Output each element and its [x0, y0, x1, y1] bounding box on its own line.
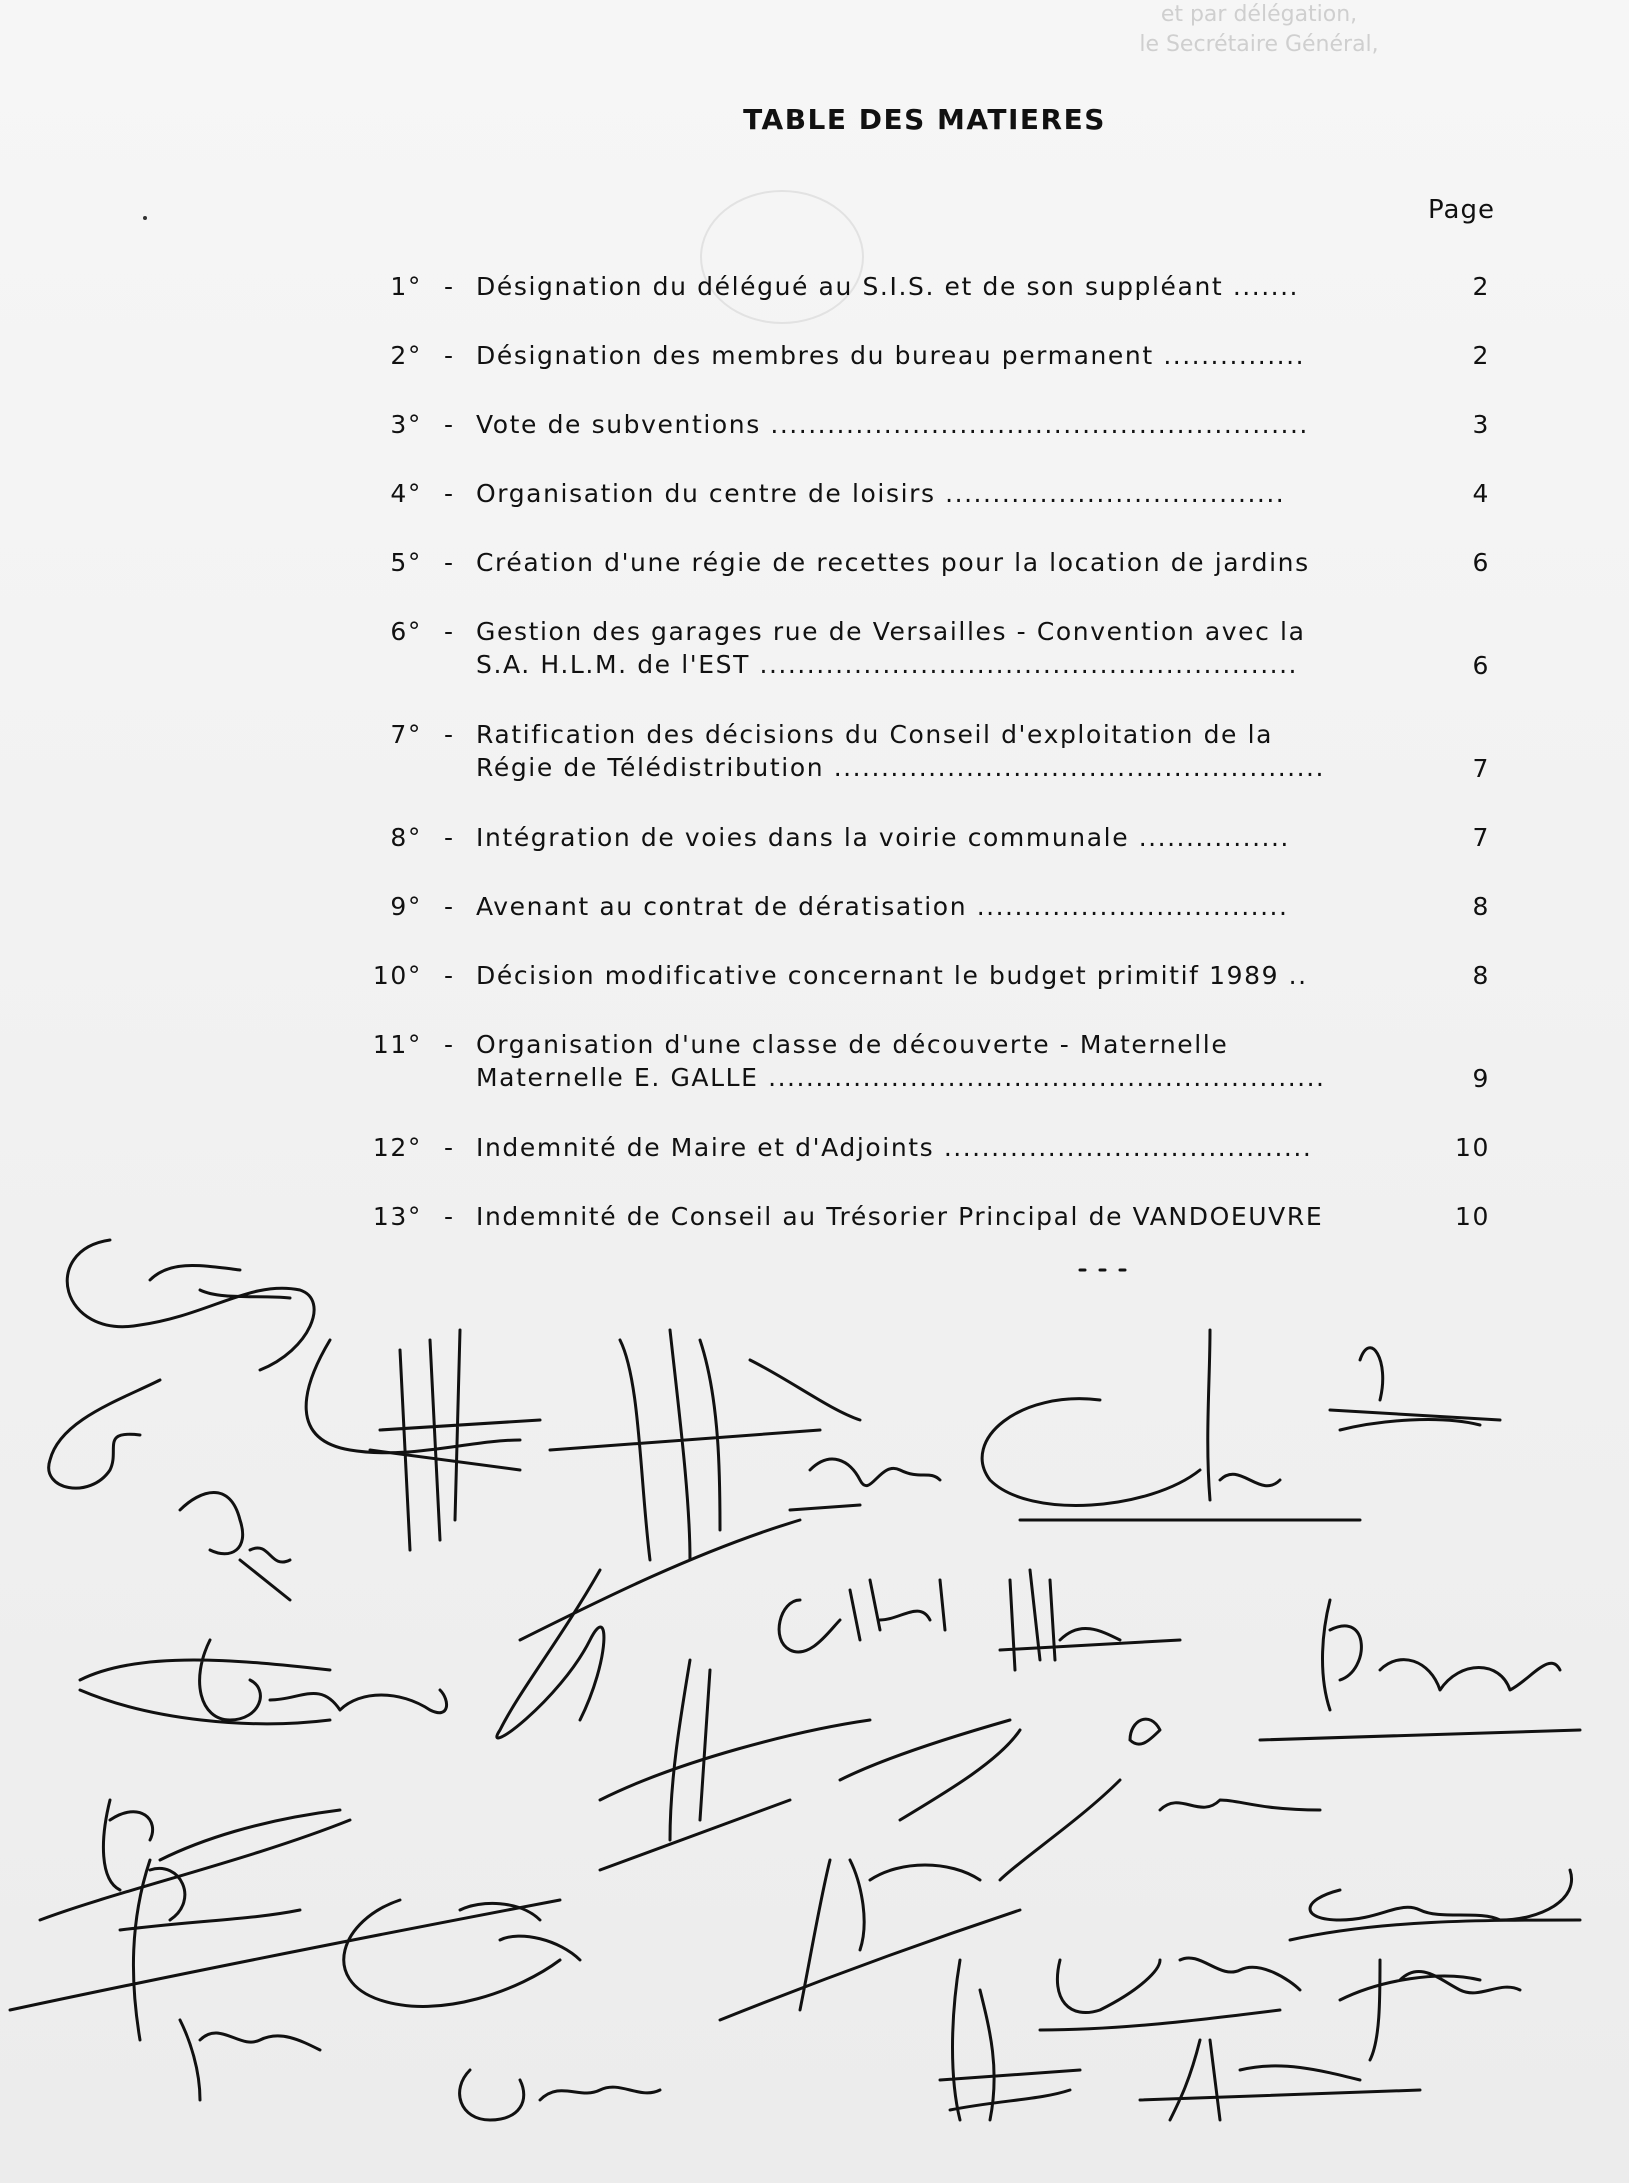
- toc-entry-title: [476, 890, 1376, 923]
- toc-entry: [370, 615, 1490, 718]
- toc-entry-dash: -: [444, 548, 455, 577]
- showthrough-line-2: le Secrétaire Général,: [1139, 32, 1379, 57]
- toc-entry: [370, 718, 1490, 821]
- toc-entry-dash: -: [444, 1202, 455, 1231]
- toc-entry-leader: ................: [1138, 823, 1290, 852]
- toc-entry-number: 9°: [390, 892, 422, 921]
- signature-9: [497, 1570, 604, 1738]
- toc-entry-title: [476, 408, 1376, 441]
- page-column-header: Page: [1428, 195, 1495, 225]
- signature-13: [40, 1800, 350, 1920]
- toc-entry-title: [476, 821, 1376, 854]
- signature-21: [1040, 1958, 1300, 2030]
- toc-entry: [370, 339, 1490, 408]
- toc-entry: [370, 477, 1490, 546]
- toc-entry-page: 10: [1454, 1133, 1490, 1162]
- toc-entry-page: 7: [1472, 754, 1490, 783]
- toc-entry-page: 6: [1472, 548, 1490, 577]
- toc-entry-page: 9: [1472, 1064, 1490, 1093]
- toc-entry: [370, 1131, 1490, 1200]
- toc-entry-page: 6: [1472, 651, 1490, 680]
- toc-entry-dash: -: [444, 823, 455, 852]
- signature-20: [720, 1860, 1020, 2020]
- toc-entry-page: 2: [1472, 341, 1490, 370]
- toc-entry-leader: .......................................: [943, 1133, 1313, 1162]
- signature-14: [600, 1660, 870, 1870]
- toc-entry-leader: .......: [1232, 272, 1299, 301]
- toc-entry: [370, 821, 1490, 890]
- toc-entry-number: 6°: [390, 617, 422, 646]
- signature-16: [1000, 1719, 1320, 1880]
- toc-entry-leader: .........................................................: [759, 650, 1298, 679]
- toc-entry-title-text: Ratification des décisions du Conseil d'exploitation de la Régie de Télédistribution: [476, 720, 1274, 782]
- toc-entry-title: [476, 1028, 1376, 1094]
- toc-entry-title-text: Décision modificative concernant le budget primitif 1989: [476, 961, 1280, 990]
- signature-26: [1140, 2040, 1420, 2120]
- signature-5: [790, 1459, 940, 1510]
- toc-entry-title-text: Avenant au contrat de dératisation: [476, 892, 968, 921]
- toc-entry-leader: ...............: [1163, 341, 1306, 370]
- signature-6: [982, 1270, 1360, 1520]
- signature-25: [940, 1960, 1080, 2120]
- toc-entry-title-text: Organisation d'une classe de découverte - Maternelle Maternelle E. GALLE: [476, 1030, 1229, 1092]
- toc-entry: [370, 408, 1490, 477]
- toc-entry-title: [476, 339, 1376, 372]
- signature-8: [80, 1640, 447, 1724]
- toc-entry-page: 4: [1472, 479, 1490, 508]
- signature-3: [306, 1330, 540, 1550]
- toc-entry-title-text: Désignation des membres du bureau permanent: [476, 341, 1154, 370]
- toc-entry-title-text: Indemnité de Conseil au Trésorier Principal de VANDOEUVRE: [476, 1202, 1324, 1231]
- toc-entry-dash: -: [444, 272, 455, 301]
- toc-entry-number: 8°: [390, 823, 422, 852]
- toc-entry-title-text: Indemnité de Maire et d'Adjoints: [476, 1133, 935, 1162]
- signature-2: [180, 1493, 290, 1601]
- signature-4: [520, 1330, 860, 1640]
- toc-entry-number: 7°: [390, 720, 422, 749]
- toc-entry-leader: ....................................: [945, 479, 1286, 508]
- signature-19: [180, 2020, 320, 2100]
- signature-11: [1000, 1570, 1180, 1670]
- table-of-contents: [370, 270, 1490, 1269]
- signature-24: [460, 2070, 660, 2120]
- toc-entry-page: 2: [1472, 272, 1490, 301]
- toc-entry-page: 10: [1454, 1202, 1490, 1231]
- showthrough-text: [1109, 0, 1409, 60]
- toc-entry-title-text: Organisation du centre de loisirs: [476, 479, 936, 508]
- toc-entry-leader: ...........................................................: [768, 1063, 1326, 1092]
- toc-entry-dash: -: [444, 720, 455, 749]
- toc-entry-title: [476, 615, 1376, 681]
- signature-15: [840, 1720, 1020, 1820]
- toc-entry-number: 5°: [390, 548, 422, 577]
- toc-entry-title-text: Gestion des garages rue de Versailles - Convention avec la S.A. H.L.M. de l'EST: [476, 617, 1306, 679]
- signature-23: [1340, 1960, 1520, 2060]
- toc-entry-title-text: Intégration de voies dans la voirie communale: [476, 823, 1130, 852]
- toc-entry-number: 1°: [390, 272, 422, 301]
- toc-entry-number: 13°: [372, 1202, 422, 1231]
- signature-22: [1290, 1870, 1580, 1940]
- signature-10: [779, 1580, 945, 1652]
- toc-entry-dash: -: [444, 1030, 455, 1059]
- toc-entry: [370, 270, 1490, 339]
- toc-entry: [370, 1028, 1490, 1131]
- toc-entry-page: 8: [1472, 892, 1490, 921]
- toc-entry-title: [476, 477, 1376, 510]
- toc-entry-title-text: Désignation du délégué au S.I.S. et de son suppléant: [476, 272, 1224, 301]
- toc-entry: [370, 546, 1490, 615]
- toc-entry-number: 11°: [372, 1030, 422, 1059]
- toc-entry-title: [476, 270, 1376, 303]
- toc-entry-title: [476, 1131, 1376, 1164]
- toc-entry-number: 12°: [372, 1133, 422, 1162]
- showthrough-line-1: et par délégation,: [1160, 2, 1358, 27]
- toc-entry-title: [476, 959, 1376, 992]
- toc-entry: [370, 959, 1490, 1028]
- toc-entry-number: 10°: [372, 961, 422, 990]
- toc-entry-dash: -: [444, 892, 455, 921]
- toc-entry-page: 3: [1472, 410, 1490, 439]
- toc-entry-dash: -: [444, 341, 455, 370]
- toc-entry-dash: -: [444, 961, 455, 990]
- toc-entry-dash: -: [444, 410, 455, 439]
- signature-17: [10, 1860, 560, 2040]
- signatures-block: [0, 1220, 1629, 2183]
- toc-entry-number: 3°: [390, 410, 422, 439]
- toc-entry-title-text: Création d'une régie de recettes pour la location de jardins: [476, 548, 1310, 577]
- toc-entry-title: [476, 718, 1376, 784]
- toc-entry-number: 2°: [390, 341, 422, 370]
- toc-entry-dash: -: [444, 617, 455, 646]
- toc-entry: [370, 890, 1490, 959]
- toc-entry-leader: ..: [1288, 961, 1308, 990]
- toc-entry-dash: -: [444, 1133, 455, 1162]
- signature-1: [49, 1240, 314, 1488]
- toc-entry-page: 8: [1472, 961, 1490, 990]
- stray-mark: [143, 216, 147, 220]
- toc-entry-title: [476, 546, 1376, 579]
- toc-entry-number: 4°: [390, 479, 422, 508]
- toc-entry-leader: .................................: [976, 892, 1289, 921]
- toc-entry-dash: -: [444, 479, 455, 508]
- document-title: TABLE DES MATIERES: [743, 103, 1106, 136]
- toc-entry-leader: ....................................................: [833, 753, 1325, 782]
- signature-18: [344, 1900, 580, 2006]
- signature-12: [1260, 1600, 1580, 1740]
- toc-entry-title-text: Vote de subventions: [476, 410, 761, 439]
- toc-entry-leader: .........................................................: [770, 410, 1309, 439]
- signature-7: [1330, 1348, 1500, 1430]
- toc-entry-page: 7: [1472, 823, 1490, 852]
